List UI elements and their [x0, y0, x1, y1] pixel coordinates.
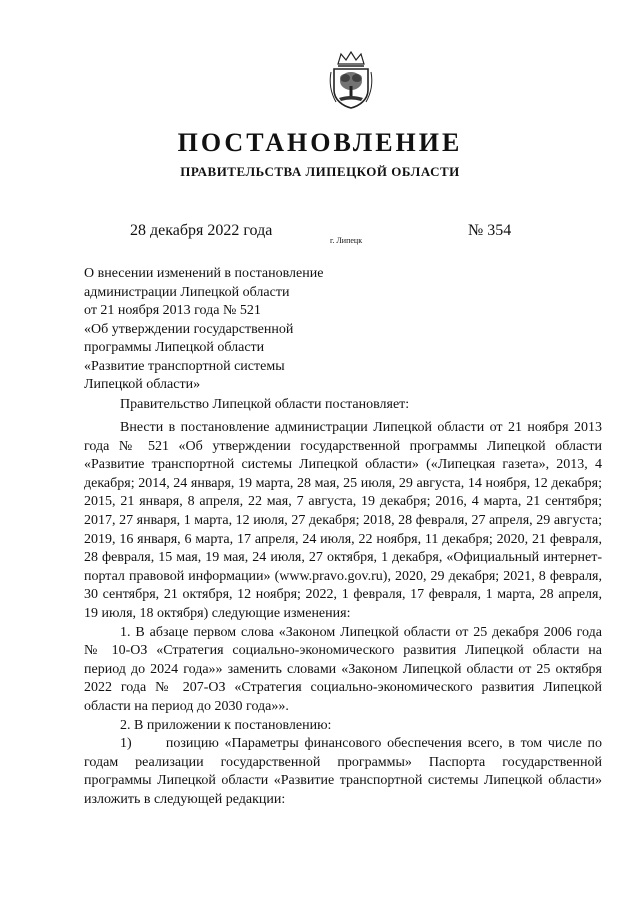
body-paragraph: 1) позицию «Параметры финансового обеспечения всего, в том числе по годам реализации государственной программы» Паспорта государственной программы Липецкой области «Развитие транспортной системы Липецкой области» изложить в следующей редакции: — [84, 736, 606, 807]
subject-line: от 21 ноября 2013 года № 521 — [84, 303, 261, 318]
body-paragraph: 2. В приложении к постановлению: — [120, 717, 332, 733]
document-city: г. Липецк — [330, 236, 363, 245]
document-title: ПОСТАНОВЛЕНИЕ — [177, 128, 463, 157]
body-paragraph: Внести в постановление администрации Липецкой области от 21 ноября 2013 года № 521 «Об утверждении государственной программы Липецкой области «Развитие транспортной системы Липецкой области» («Липецкая газета», 2013, 4 декабря; 2014, 24 января, 19 марта, 28 мая, 25 июля, 29 августа, 14 ноября, 12 декабря; 2015, 21 января, 8 апреля, 22 мая, 7 августа, 19 декабря; 2016, 4 марта, 21 сентября; 2017, 27 января, 1 марта, 12 июля, 27 декабря; 2018, 28 февраля, 27 апреля, 29 августа; 2019, 16 января, 6 марта, 17 апреля, 24 июля, 22 ноября, 11 декабря; 2020, 21 февраля, 28 февраля, 15 мая, 19 мая, 24 июля, 27 октября, 1 декабря, «Официальный интернет-портал правовой информации» (www.pravo.gov.ru), 2020, 29 декабря; 2021, 8 февраля, 30 сентября, 21 октября, 12 ноября; 2022, 1 февраля, 17 февраля, 1 марта, 28 апреля, 19 июля, 18 октября) следующие изменения: — [84, 420, 602, 621]
issuing-authority: ПРАВИТЕЛЬСТВА ЛИПЕЦКОЙ ОБЛАСТИ — [180, 164, 460, 179]
document-subject — [84, 265, 384, 395]
subject-line: администрации Липецкой области — [84, 284, 290, 300]
document-date: 28 декабря 2022 года — [130, 222, 273, 239]
resolution-intro: Правительство Липецкой области постановляет: — [120, 397, 410, 412]
subject-line: «Об утверждении государственной — [84, 321, 294, 337]
document-number: № 354 — [468, 222, 512, 239]
document-body — [84, 419, 606, 809]
subject-line: О внесении изменений в постановление — [84, 266, 324, 281]
coat-of-arms-icon — [326, 50, 376, 110]
subject-line: Липецкой области» — [84, 377, 201, 392]
subject-line: программы Липецкой области — [84, 340, 265, 355]
subject-line: «Развитие транспортной системы — [84, 358, 285, 374]
body-paragraph: 1. В абзаце первом слова «Законом Липецкой области от 25 декабря 2006 года № 10-ОЗ «Стратегия социально-экономического развития Липецкой области на период до 2024 года»» заменить словами «Законом Липецкой области от 25 октября 2022 года № 207-ОЗ «Стратегия социально-экономического развития Липецкой области на период до 2030 года»». — [84, 624, 602, 714]
